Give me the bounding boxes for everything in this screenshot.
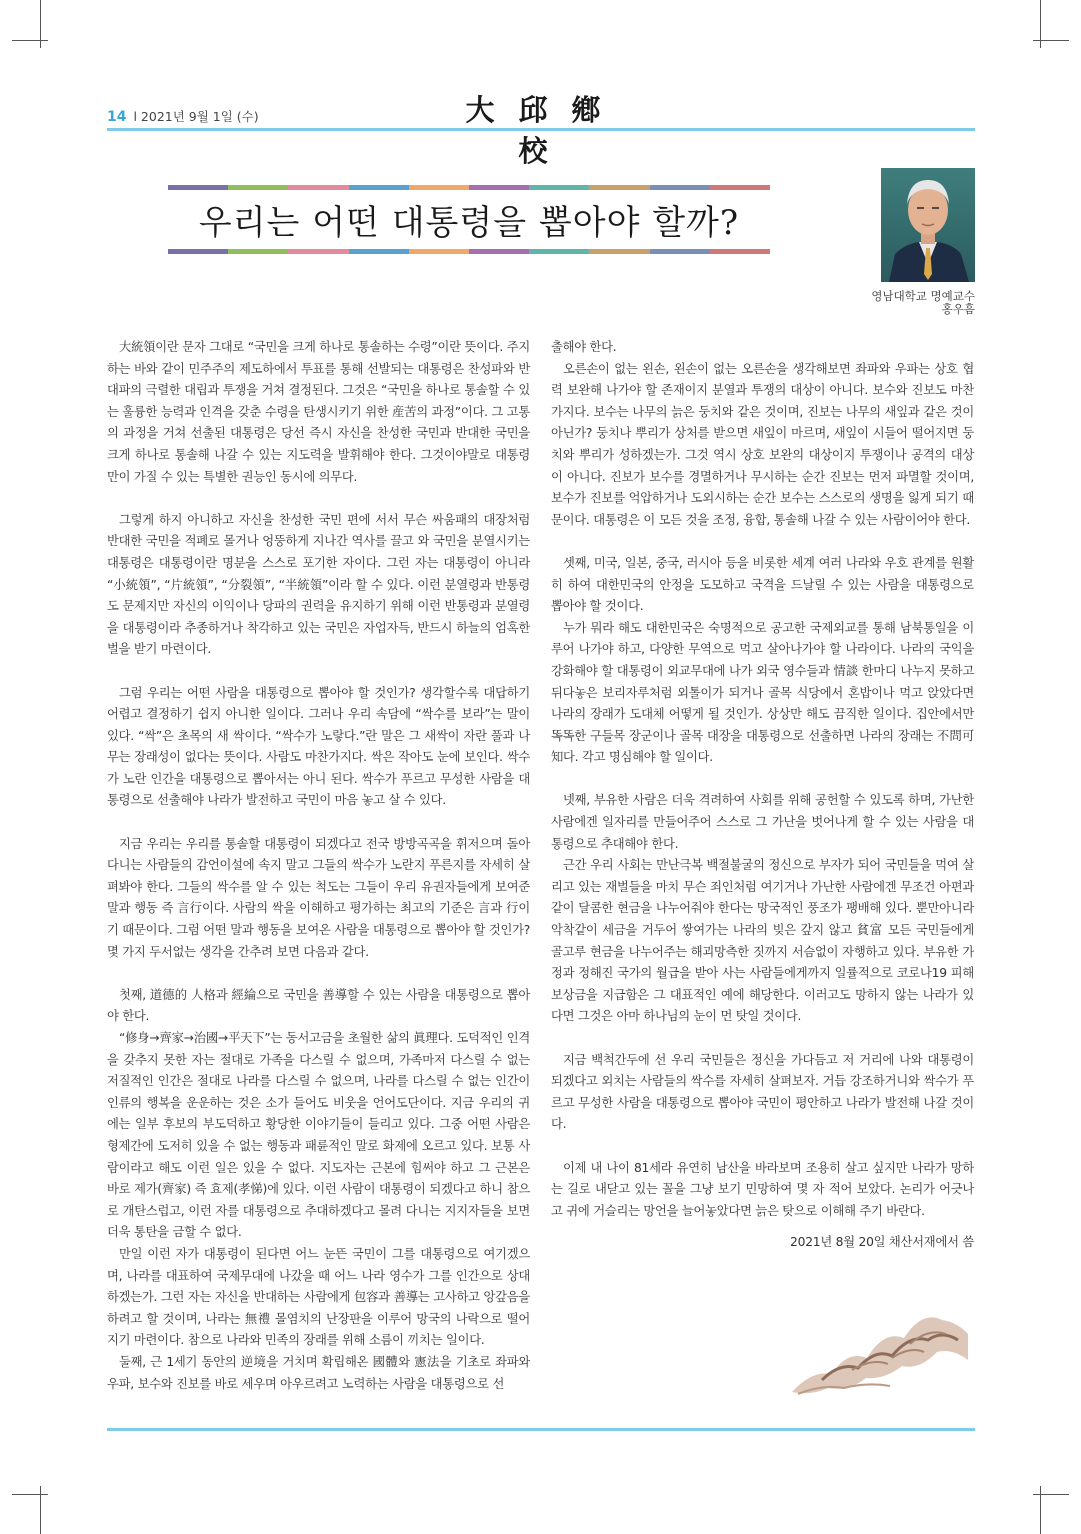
paragraph: 지금 우리는 우리를 통솔할 대통령이 되겠다고 전국 방방곡곡을 휘저으며 돌아다니는 사람들의 감언이설에 속지 말고 그들의 싹수가 노란지 푸른지를 자세히 살펴봐야 한다. 그들의 싹수를 알 수 있는 척도는 그들이 우리 유권자들에게 보여준 말과 행동 즉 言行이다. 사람의 싹을 이해하고 평가하는 최고의 기준은 言과 行이기 때문이다. 그럼 어떤 말과 행동을 보여온 사람을 대통령으로 뽑아야 할 것인가? 몇 가지 두서없는 생각을 간추려 보면 다음과 같다.: [107, 836, 530, 959]
page-header-info: [107, 107, 259, 125]
article-column-left: [107, 337, 530, 1395]
crop-mark: [1040, 0, 1041, 48]
stripe-segment: [529, 249, 589, 254]
crop-mark: [12, 1494, 48, 1495]
paragraph: 넷째, 부유한 사람은 더욱 격려하여 사회를 위해 공헌할 수 있도록 하며, 가난한 사람에겐 일자리를 만들어주어 스스로 그 가난을 벗어나게 할 수 있는 사람을 대통령으로 추대해야 한다.: [551, 793, 974, 851]
page-number: 14: [107, 109, 127, 125]
paragraph: 이제 내 나이 81세라 유연히 남산을 바라보며 조용히 살고 싶지만 나라가 망하는 길로 내닫고 있는 꼴을 그냥 보기 민망하여 몇 자 적어 보았다. 논리가 어긋나고 귀에 거슬리는 망언을 늘어놓았다면 늙은 탓으로 이해해 주기 바란다.: [551, 1160, 974, 1218]
stripe-segment: [650, 185, 710, 190]
paragraph: 그렇게 하지 아니하고 자신을 찬성한 국민 편에 서서 무슨 싸움패의 대장처럼 반대한 국민을 적폐로 몰거나 엉뚱하게 지나간 역사를 끌고 와 국민을 분열시키는 대통령은 대통령이란 명분을 스스로 포기한 자이다. 그런 자는 대통령이 아니라 “小統領”, “片統領”, “分裂領”, “半統領”이라 할 수 있다. 이런 분열령과 반통령도 문제지만 자신의 이익이나 당파의 권력을 유지하기 위해 이런 반통령과 분열령을 대통령이라 추종하거나 착각하고 있는 국민은 자업자득, 반드시 하늘의 엄혹한 벌을 받기 마련이다.: [107, 512, 530, 657]
paragraph: 누가 뭐라 해도 대한민국은 숙명적으로 공고한 국제외교를 통해 남북통일을 이루어 나가야 하고, 다양한 무역으로 먹고 살아나가야 할 나라이다. 나라의 국익을 강화해야 할 대통령이 외교무대에 나가 외국 영수들과 情談 한마디 나누지 못하고 뒤다놓은 보리자루처럼 외톨이가 되거나 골목 식당에서 혼밥이나 먹고 앉았다면 나라의 장래가 도대체 어떻게 될 것인가. 상상만 해도 끔직한 일이다. 집안에서만 똑똑한 구들목 장군이나 골목 대장을 대통령으로 선출하면 나라의 장래는 不問可知다. 각고 명심해야 할 일이다.: [551, 620, 974, 765]
paragraph: 출해야 한다.: [551, 340, 617, 354]
author-affiliation: 영남대학교 명예교수: [871, 289, 975, 303]
paragraph: 지금 백척간두에 선 우리 국민들은 정신을 가다듬고 저 거리에 나와 대통령이 되겠다고 외치는 사람들의 싹수를 자세히 살펴보자. 거듭 강조하거니와 싹수가 푸르고 무성한 사람을 대통령으로 뽑아야 국민이 평안하고 나라가 발전해 나갈 것이다.: [551, 1052, 974, 1132]
stripe-segment: [349, 185, 409, 190]
paragraph: 大統領이란 문자 그대로 “국민을 크게 하나로 통솔하는 수령”이란 뜻이다. 주지하는 바와 같이 민주주의 제도하에서 투표를 통해 선발되는 대통령은 찬성파와 반대파의 극렬한 대립과 투쟁을 거쳐 결정된다. 그것은 “국민을 하나로 통솔할 수 있는 훌륭한 능력과 인격을 갖춘 수령을 탄생시키기 위한 産苦의 과정”이다. 그 고통의 과정을 거쳐 선출된 대통령은 당선 즉시 자신을 찬성한 국민과 반대한 국민을 크게 하나로 통솔해 나갈 수 있는 지도력을 발휘해야 한다. 그것이야말로 대통령만이 가질 수 있는 특별한 권능인 동시에 의무다.: [107, 340, 530, 484]
crop-mark: [1033, 40, 1069, 41]
stripe-segment: [288, 185, 348, 190]
stripe-segment: [469, 185, 529, 190]
crop-mark: [12, 40, 48, 41]
paragraph: 셋째, 미국, 일본, 중국, 러시아 등을 비롯한 세계 여러 나라와 우호 관계를 원활히 하여 대한민국의 안정을 도모하고 국격을 드날릴 수 있는 사람을 대통령으로 뽑아야 할 것이다.: [551, 555, 974, 614]
signature-line: 2021년 8월 20일 채산서재에서 씀: [790, 1235, 974, 1250]
article-title: 우리는 어떤 대통령을 뽑아야 할까?: [198, 203, 740, 243]
issue-date: l 2021년 9월 1일 (수): [133, 109, 259, 124]
crop-mark: [40, 0, 41, 48]
paragraph: 그럼 우리는 어떤 사람을 대통령으로 뽑아야 할 것인가? 생각할수록 대답하기 어렵고 결정하기 쉽지 아니한 일이다. 그러나 우리 속담에 “싹수를 보라”는 말이 있다. “싹”은 초목의 새 싹이다. “싹수가 노랗다.”란 말은 그 새싹이 자란 풀과 나무는 장래성이 없다는 뜻이다. 사람도 마찬가지다. 싹은 작아도 눈에 보인다. 싹수가 노란 인간을 대통령으로 뽑아서는 아니 된다. 싹수가 푸르고 무성한 사람을 대통령으로 선출해야 나라가 발전하고 국민이 마음 놓고 살 수 있다.: [107, 685, 530, 808]
paragraph: “修身→齊家→治國→平天下”는 동서고금을 초월한 삶의 眞理다. 도덕적인 인격을 갖추지 못한 자는 절대로 가족을 다스릴 수 없으며, 가족마저 다스릴 수 없는 저질적인 인간은 절대로 나라를 다스릴 수 없으며, 나라를 다스릴 수 없는 인간이 인류의 행복을 운운하는 것은 소가 들어도 비웃을 언어도단이다. 지금 우리의 귀에는 일부 후보의 부도덕하고 황당한 이야기들이 들리고 있다. 그중 어떤 사람은 형제간에 도저히 있을 수 없는 행동과 패륜적인 말로 화제에 오르고 있다. 보통 사람이라고 해도 이런 일은 있을 수 없다. 지도자는 근본에 힘써야 하고 그 근본은 바로 제가(齊家) 즉 효제(孝悌)에 있다. 이런 사람이 대통령이 되겠다고 하니 참으로 개탄스럽고, 이런 자를 대통령으로 추대하겠다고 몰려 다니는 지지자들을 보면 더욱 통탄을 금할 수 없다.: [107, 1031, 530, 1240]
stripe-segment: [168, 185, 228, 190]
stripe-segment: [589, 249, 649, 254]
stripe-segment: [710, 249, 770, 254]
paragraph: 만일 이런 자가 대통령이 된다면 어느 눈뜬 국민이 그를 대통령으로 여기겠으며, 나라를 대표하여 국제무대에 나갔을 때 어느 나라 영수가 그를 인간으로 상대하겠는가. 그런 자는 자신을 반대하는 사람에게 包容과 善導는 고사하고 앙갚음을 하려고 할 것이며, 나라는 無禮 몰염치의 난장판을 이루어 망국의 나락으로 떨어지기 마련이다. 참으로 나라와 민족의 장래를 위해 소름이 끼치는 일이다.: [107, 1246, 530, 1348]
stripe-segment: [710, 185, 770, 190]
author-name: 홍우흠: [941, 302, 975, 316]
paragraph: 근간 우리 사회는 만난극복 백절불굴의 정신으로 부자가 되어 국민들을 먹여 살리고 있는 재벌들을 마치 무슨 죄인처럼 여기거나 가난한 사람에겐 무조건 아편과 같이 달콤한 현금을 나누어줘야 한다는 망국적인 풍조가 팽배해 있다. 뿐만아니라 악착같이 세금을 거두어 쌓여가는 나라의 빚은 갚지 않고 貧富 모든 국민들에게 골고루 현금을 나누어주는 해괴망측한 짓까지 서슴없이 자행하고 있다. 부유한 가정과 정해진 국가의 월급을 받아 사는 사람들에게까지 일률적으로 코로나19 피해 보상금을 지급함은 그 대표적인 예에 해당한다. 이러고도 망하지 않는 나라가 있다면 그것은 아마 하나님의 눈이 먼 탓일 것이다.: [551, 858, 974, 1024]
footer-rule: [107, 1428, 975, 1431]
header-rule: [107, 128, 975, 131]
paragraph: 첫째, 道德的 人格과 經綸으로 국민을 善導할 수 있는 사람을 대통령으로 뽑아야 한다.: [107, 987, 530, 1024]
article-column-right: [551, 337, 974, 1254]
stripe-segment: [228, 185, 288, 190]
stripe-segment: [469, 249, 529, 254]
title-stripe-top: [168, 185, 770, 190]
mountain-illustration: [792, 1300, 968, 1400]
stripe-segment: [409, 249, 469, 254]
paragraph: 오른손이 없는 왼손, 왼손이 없는 오른손을 생각해보면 좌파와 우파는 상호 협력 보완해 나가야 할 존재이지 분열과 투쟁의 대상이 아니다. 보수와 진보도 마찬가지다. 보수는 나무의 늙은 둥치와 같은 것이며, 진보는 나무의 새잎과 같은 것이 아닌가? 둥치나 뿌리가 상처를 받으면 새잎이 마르며, 새잎이 시들어 떨어지면 둥치와 뿌리가 성하겠는가. 그것 역시 상호 보완의 대상이지 투쟁이나 공격의 대상이 아니다. 진보가 보수를 경멸하거나 무시하는 순간 진보는 먼저 파멸할 것이며, 보수가 진보를 억압하거나 도외시하는 순간 보수는 스스로의 생명을 잃게 되기 때문이다. 대통령은 이 모든 것을 조정, 융합, 통솔해 나갈 수 있는 사람이어야 한다.: [551, 361, 974, 527]
stripe-segment: [529, 185, 589, 190]
title-stripe-bottom: [168, 249, 770, 254]
stripe-segment: [650, 249, 710, 254]
stripe-segment: [288, 249, 348, 254]
author-photo: [881, 168, 975, 282]
stripe-segment: [168, 249, 228, 254]
stripe-segment: [409, 185, 469, 190]
author-byline: [871, 290, 975, 316]
crop-mark: [1040, 1486, 1041, 1534]
paragraph: 둘째, 근 1세기 동안의 逆境을 거치며 확립해온 國體와 憲法을 기초로 좌파와 우파, 보수와 진보를 바로 세우며 아우르려고 노력하는 사람을 대통령으로 선: [107, 1354, 530, 1391]
stripe-segment: [349, 249, 409, 254]
stripe-segment: [589, 185, 649, 190]
crop-mark: [40, 1486, 41, 1534]
stripe-segment: [228, 249, 288, 254]
masthead: 大邱鄕校: [465, 93, 625, 168]
crop-mark: [1033, 1494, 1069, 1495]
